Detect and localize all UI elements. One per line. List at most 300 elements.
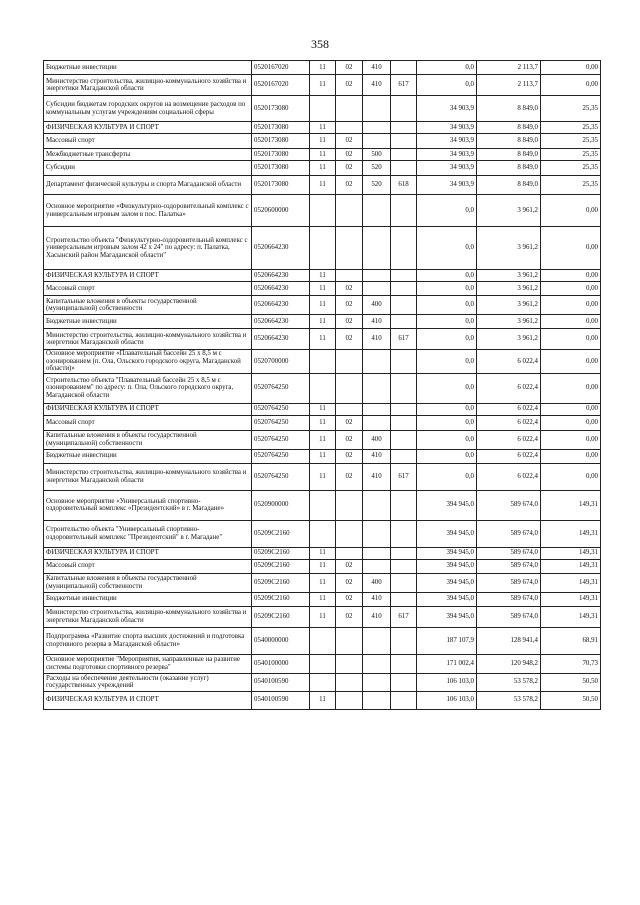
cell-subsection bbox=[336, 627, 363, 654]
cell-expense-type: 410 bbox=[363, 449, 391, 463]
cell-admin-code bbox=[391, 547, 417, 559]
table-row bbox=[44, 627, 601, 654]
cell-section: 11 bbox=[310, 61, 336, 75]
cell-executed: 8 849,0 bbox=[477, 122, 541, 134]
cell-name: Субсидии бюджетам городских округов на возмещение расходов по коммунальным услугам учреждениям социальной сферы bbox=[44, 96, 252, 122]
cell-expense-type bbox=[363, 654, 391, 673]
cell-percent: 0,00 bbox=[541, 296, 601, 315]
cell-target-code: 05209С2160 bbox=[252, 606, 310, 627]
cell-section: 11 bbox=[310, 315, 336, 329]
cell-section: 11 bbox=[310, 592, 336, 606]
cell-executed: 6 022,4 bbox=[477, 430, 541, 449]
cell-subsection: 02 bbox=[336, 134, 363, 149]
cell-target-code: 05209С2160 bbox=[252, 573, 310, 592]
cell-subsection bbox=[336, 654, 363, 673]
cell-admin-code bbox=[391, 296, 417, 315]
cell-planned: 34 903,9 bbox=[417, 161, 477, 176]
cell-target-code: 0520764250 bbox=[252, 463, 310, 490]
cell-expense-type: 410 bbox=[363, 75, 391, 96]
cell-planned: 0,0 bbox=[417, 373, 477, 403]
cell-expense-type bbox=[363, 96, 391, 122]
cell-subsection: 02 bbox=[336, 296, 363, 315]
cell-name: Строительство объекта "Плавательный бассейн 25 х 8,5 м с озонированием" по адресу: п. Ола, Ольского городского округа, Магаданской области bbox=[44, 373, 252, 403]
cell-section bbox=[310, 627, 336, 654]
cell-admin-code bbox=[391, 520, 417, 547]
cell-admin-code bbox=[391, 315, 417, 329]
budget-table bbox=[43, 60, 601, 710]
cell-admin-code: 617 bbox=[391, 329, 417, 350]
cell-admin-code: 617 bbox=[391, 75, 417, 96]
cell-admin-code bbox=[391, 449, 417, 463]
cell-subsection: 02 bbox=[336, 315, 363, 329]
cell-percent: 0,00 bbox=[541, 75, 601, 96]
cell-percent: 149,31 bbox=[541, 559, 601, 573]
cell-name: Основное мероприятие «Универсальный спортивно-оздоровительный комплекс «Президентский» в г. Магадане» bbox=[44, 490, 252, 520]
cell-target-code: 0520173080 bbox=[252, 122, 310, 134]
cell-percent: 149,31 bbox=[541, 606, 601, 627]
table-row bbox=[44, 490, 601, 520]
cell-planned: 0,0 bbox=[417, 463, 477, 490]
cell-percent: 0,00 bbox=[541, 350, 601, 374]
cell-percent: 149,31 bbox=[541, 592, 601, 606]
cell-subsection bbox=[336, 122, 363, 134]
cell-percent: 0,00 bbox=[541, 449, 601, 463]
cell-name: Строительство объекта "Универсальный спортивно-оздоровительный комплекс "Президентский" в г. Магадане" bbox=[44, 520, 252, 547]
cell-subsection: 02 bbox=[336, 559, 363, 573]
cell-subsection bbox=[336, 350, 363, 374]
table-row bbox=[44, 195, 601, 227]
cell-admin-code bbox=[391, 673, 417, 691]
cell-percent: 0,00 bbox=[541, 195, 601, 227]
table-row bbox=[44, 430, 601, 449]
table-row bbox=[44, 415, 601, 430]
cell-name: Строительство объекта "Физкультурно-оздоровительный комплекс с универсальным игровым залом 42 х 24" по адресу: п. Палатка, Хасынский район Магаданской области" bbox=[44, 227, 252, 270]
cell-expense-type: 410 bbox=[363, 329, 391, 350]
cell-executed: 3 961,2 bbox=[477, 195, 541, 227]
cell-name: Подпрограмма «Развитие спорта высших достижений и подготовка спортивного резерва в Магаданской области» bbox=[44, 627, 252, 654]
cell-name: ФИЗИЧЕСКАЯ КУЛЬТУРА И СПОРТ bbox=[44, 547, 252, 559]
cell-target-code: 0520700000 bbox=[252, 350, 310, 374]
cell-target-code: 0540100590 bbox=[252, 691, 310, 709]
cell-section: 11 bbox=[310, 75, 336, 96]
cell-target-code: 05209С2160 bbox=[252, 592, 310, 606]
cell-executed: 589 674,0 bbox=[477, 559, 541, 573]
cell-executed: 53 578,2 bbox=[477, 691, 541, 709]
cell-percent: 149,31 bbox=[541, 547, 601, 559]
cell-section: 11 bbox=[310, 122, 336, 134]
cell-expense-type: 410 bbox=[363, 606, 391, 627]
cell-admin-code bbox=[391, 573, 417, 592]
table-row bbox=[44, 606, 601, 627]
cell-section: 11 bbox=[310, 606, 336, 627]
cell-percent: 149,31 bbox=[541, 490, 601, 520]
cell-subsection: 02 bbox=[336, 329, 363, 350]
cell-percent: 0,00 bbox=[541, 329, 601, 350]
cell-subsection: 02 bbox=[336, 75, 363, 96]
cell-executed: 6 022,4 bbox=[477, 350, 541, 374]
cell-executed: 589 674,0 bbox=[477, 547, 541, 559]
table-row bbox=[44, 270, 601, 282]
cell-target-code: 0520764250 bbox=[252, 373, 310, 403]
table-row bbox=[44, 520, 601, 547]
cell-admin-code bbox=[391, 61, 417, 75]
cell-executed: 6 022,4 bbox=[477, 449, 541, 463]
cell-executed: 120 948,2 bbox=[477, 654, 541, 673]
cell-section: 11 bbox=[310, 463, 336, 490]
cell-section: 11 bbox=[310, 430, 336, 449]
cell-subsection bbox=[336, 403, 363, 415]
cell-percent: 0,00 bbox=[541, 415, 601, 430]
cell-executed: 3 961,2 bbox=[477, 270, 541, 282]
cell-admin-code bbox=[391, 350, 417, 374]
cell-name: ФИЗИЧЕСКАЯ КУЛЬТУРА И СПОРТ bbox=[44, 270, 252, 282]
cell-name: Бюджетные инвестиции bbox=[44, 592, 252, 606]
cell-executed: 8 849,0 bbox=[477, 176, 541, 195]
cell-planned: 394 945,0 bbox=[417, 573, 477, 592]
cell-executed: 6 022,4 bbox=[477, 415, 541, 430]
cell-percent: 50,50 bbox=[541, 673, 601, 691]
cell-name: Министерство строительства, жилищно-коммунального хозяйства и энергетики Магаданской области bbox=[44, 463, 252, 490]
cell-target-code: 0520167020 bbox=[252, 61, 310, 75]
cell-section bbox=[310, 673, 336, 691]
cell-section: 11 bbox=[310, 282, 336, 296]
cell-name: Бюджетные инвестиции bbox=[44, 449, 252, 463]
cell-percent: 0,00 bbox=[541, 373, 601, 403]
cell-executed: 589 674,0 bbox=[477, 573, 541, 592]
cell-target-code: 0520664230 bbox=[252, 296, 310, 315]
cell-percent: 25,35 bbox=[541, 96, 601, 122]
cell-percent: 25,35 bbox=[541, 176, 601, 195]
cell-admin-code bbox=[391, 149, 417, 161]
cell-admin-code bbox=[391, 96, 417, 122]
cell-section: 11 bbox=[310, 559, 336, 573]
cell-target-code: 0520764250 bbox=[252, 403, 310, 415]
cell-subsection: 02 bbox=[336, 176, 363, 195]
cell-section bbox=[310, 654, 336, 673]
cell-expense-type bbox=[363, 282, 391, 296]
cell-subsection bbox=[336, 691, 363, 709]
page-number: 358 bbox=[311, 37, 329, 51]
cell-target-code: 0540100590 bbox=[252, 673, 310, 691]
cell-planned: 394 945,0 bbox=[417, 606, 477, 627]
cell-subsection bbox=[336, 227, 363, 270]
cell-name: Капитальные вложения в объекты государственной (муниципальной) собственности bbox=[44, 573, 252, 592]
cell-target-code: 0520664230 bbox=[252, 329, 310, 350]
cell-expense-type bbox=[363, 403, 391, 415]
cell-name: Массовый спорт bbox=[44, 134, 252, 149]
cell-admin-code bbox=[391, 627, 417, 654]
cell-section bbox=[310, 520, 336, 547]
cell-target-code: 0520664230 bbox=[252, 270, 310, 282]
cell-planned: 34 903,9 bbox=[417, 134, 477, 149]
cell-target-code: 0540100000 bbox=[252, 654, 310, 673]
cell-percent: 0,00 bbox=[541, 270, 601, 282]
cell-name: ФИЗИЧЕСКАЯ КУЛЬТУРА И СПОРТ bbox=[44, 691, 252, 709]
cell-admin-code bbox=[391, 161, 417, 176]
cell-planned: 0,0 bbox=[417, 415, 477, 430]
cell-expense-type bbox=[363, 134, 391, 149]
cell-executed: 8 849,0 bbox=[477, 149, 541, 161]
cell-expense-type: 410 bbox=[363, 61, 391, 75]
cell-section: 11 bbox=[310, 270, 336, 282]
cell-target-code: 05209С2160 bbox=[252, 547, 310, 559]
cell-executed: 589 674,0 bbox=[477, 606, 541, 627]
table-row bbox=[44, 176, 601, 195]
cell-planned: 0,0 bbox=[417, 350, 477, 374]
cell-name: Межбюджетные трансферты bbox=[44, 149, 252, 161]
cell-section: 11 bbox=[310, 403, 336, 415]
cell-admin-code bbox=[391, 270, 417, 282]
cell-percent: 25,35 bbox=[541, 161, 601, 176]
cell-section: 11 bbox=[310, 691, 336, 709]
table-row bbox=[44, 75, 601, 96]
cell-subsection bbox=[336, 270, 363, 282]
cell-percent: 25,35 bbox=[541, 134, 601, 149]
cell-name: Массовый спорт bbox=[44, 415, 252, 430]
cell-section bbox=[310, 490, 336, 520]
cell-planned: 0,0 bbox=[417, 270, 477, 282]
cell-planned: 106 103,0 bbox=[417, 673, 477, 691]
cell-executed: 8 849,0 bbox=[477, 161, 541, 176]
cell-executed: 3 961,2 bbox=[477, 282, 541, 296]
cell-admin-code bbox=[391, 654, 417, 673]
cell-percent: 0,00 bbox=[541, 403, 601, 415]
table-row bbox=[44, 673, 601, 691]
cell-percent: 0,00 bbox=[541, 61, 601, 75]
cell-expense-type: 410 bbox=[363, 463, 391, 490]
cell-subsection: 02 bbox=[336, 449, 363, 463]
cell-name: Министерство строительства, жилищно-коммунального хозяйства и энергетики Магаданской области bbox=[44, 329, 252, 350]
cell-expense-type bbox=[363, 415, 391, 430]
cell-section bbox=[310, 195, 336, 227]
cell-admin-code bbox=[391, 134, 417, 149]
cell-admin-code bbox=[391, 227, 417, 270]
table-body bbox=[44, 61, 601, 710]
cell-planned: 34 903,9 bbox=[417, 96, 477, 122]
cell-executed: 6 022,4 bbox=[477, 403, 541, 415]
cell-expense-type bbox=[363, 227, 391, 270]
cell-admin-code bbox=[391, 195, 417, 227]
cell-target-code: 0520173080 bbox=[252, 149, 310, 161]
cell-admin-code bbox=[391, 691, 417, 709]
table-row bbox=[44, 654, 601, 673]
cell-target-code: 0520664230 bbox=[252, 315, 310, 329]
cell-executed: 589 674,0 bbox=[477, 520, 541, 547]
cell-section: 11 bbox=[310, 134, 336, 149]
cell-admin-code: 618 bbox=[391, 176, 417, 195]
cell-name: ФИЗИЧЕСКАЯ КУЛЬТУРА И СПОРТ bbox=[44, 122, 252, 134]
cell-admin-code bbox=[391, 403, 417, 415]
cell-planned: 0,0 bbox=[417, 282, 477, 296]
table-row bbox=[44, 161, 601, 176]
table-row bbox=[44, 559, 601, 573]
cell-admin-code bbox=[391, 490, 417, 520]
cell-subsection bbox=[336, 490, 363, 520]
cell-subsection bbox=[336, 373, 363, 403]
cell-percent: 70,73 bbox=[541, 654, 601, 673]
cell-admin-code bbox=[391, 122, 417, 134]
cell-executed: 8 849,0 bbox=[477, 96, 541, 122]
cell-expense-type bbox=[363, 547, 391, 559]
cell-admin-code bbox=[391, 592, 417, 606]
cell-planned: 171 002,4 bbox=[417, 654, 477, 673]
cell-subsection bbox=[336, 547, 363, 559]
cell-executed: 6 022,4 bbox=[477, 463, 541, 490]
cell-name: Министерство строительства, жилищно-коммунального хозяйства и энергетики Магаданской области bbox=[44, 606, 252, 627]
cell-target-code: 0520173080 bbox=[252, 176, 310, 195]
cell-admin-code bbox=[391, 559, 417, 573]
cell-target-code: 0520664230 bbox=[252, 282, 310, 296]
cell-subsection bbox=[336, 673, 363, 691]
cell-executed: 3 961,2 bbox=[477, 227, 541, 270]
cell-subsection: 02 bbox=[336, 415, 363, 430]
cell-section bbox=[310, 350, 336, 374]
cell-target-code: 0520173080 bbox=[252, 134, 310, 149]
cell-executed: 3 961,2 bbox=[477, 329, 541, 350]
table-row bbox=[44, 547, 601, 559]
cell-name: Массовый спорт bbox=[44, 282, 252, 296]
table-row bbox=[44, 463, 601, 490]
cell-target-code: 0520173080 bbox=[252, 96, 310, 122]
cell-subsection bbox=[336, 520, 363, 547]
cell-name: Основное мероприятие «Физкультурно-оздоровительный комплекс с универсальным игровым залом в пос. Палатка» bbox=[44, 195, 252, 227]
cell-target-code: 0520664230 bbox=[252, 227, 310, 270]
cell-percent: 149,31 bbox=[541, 520, 601, 547]
cell-section: 11 bbox=[310, 449, 336, 463]
cell-expense-type: 500 bbox=[363, 149, 391, 161]
cell-expense-type bbox=[363, 350, 391, 374]
table-row bbox=[44, 449, 601, 463]
cell-subsection: 02 bbox=[336, 149, 363, 161]
cell-section: 11 bbox=[310, 149, 336, 161]
cell-executed: 128 941,4 bbox=[477, 627, 541, 654]
cell-target-code: 0520600000 bbox=[252, 195, 310, 227]
cell-percent: 0,00 bbox=[541, 430, 601, 449]
cell-planned: 0,0 bbox=[417, 296, 477, 315]
cell-expense-type bbox=[363, 195, 391, 227]
cell-section: 11 bbox=[310, 176, 336, 195]
cell-subsection: 02 bbox=[336, 463, 363, 490]
cell-target-code: 05209С2160 bbox=[252, 559, 310, 573]
cell-expense-type: 400 bbox=[363, 296, 391, 315]
cell-expense-type bbox=[363, 122, 391, 134]
cell-planned: 106 103,0 bbox=[417, 691, 477, 709]
cell-admin-code: 617 bbox=[391, 463, 417, 490]
cell-name: ФИЗИЧЕСКАЯ КУЛЬТУРА И СПОРТ bbox=[44, 403, 252, 415]
cell-name: Массовый спорт bbox=[44, 559, 252, 573]
cell-planned: 0,0 bbox=[417, 61, 477, 75]
cell-expense-type bbox=[363, 673, 391, 691]
cell-subsection: 02 bbox=[336, 573, 363, 592]
cell-admin-code bbox=[391, 282, 417, 296]
cell-percent: 0,00 bbox=[541, 227, 601, 270]
cell-expense-type: 520 bbox=[363, 161, 391, 176]
cell-expense-type bbox=[363, 627, 391, 654]
cell-expense-type: 400 bbox=[363, 573, 391, 592]
cell-executed: 589 674,0 bbox=[477, 592, 541, 606]
cell-name: Капитальные вложения в объекты государственной (муниципальной) собственности bbox=[44, 296, 252, 315]
cell-executed: 3 961,2 bbox=[477, 315, 541, 329]
table-row bbox=[44, 296, 601, 315]
cell-subsection: 02 bbox=[336, 282, 363, 296]
cell-section: 11 bbox=[310, 329, 336, 350]
cell-name: Капитальные вложения в объекты государственной (муниципальной) собственности bbox=[44, 430, 252, 449]
cell-percent: 25,35 bbox=[541, 149, 601, 161]
cell-name: Департамент физической культуры и спорта Магаданской области bbox=[44, 176, 252, 195]
table-row bbox=[44, 149, 601, 161]
cell-admin-code bbox=[391, 373, 417, 403]
cell-target-code: 0520173080 bbox=[252, 161, 310, 176]
cell-admin-code: 617 bbox=[391, 606, 417, 627]
cell-section bbox=[310, 373, 336, 403]
cell-percent: 68,91 bbox=[541, 627, 601, 654]
cell-name: Расходы на обеспечение деятельности (оказание услуг) государственных учреждений bbox=[44, 673, 252, 691]
table-row bbox=[44, 403, 601, 415]
cell-target-code: 0540000000 bbox=[252, 627, 310, 654]
cell-section: 11 bbox=[310, 573, 336, 592]
table-row bbox=[44, 96, 601, 122]
table-row bbox=[44, 134, 601, 149]
cell-name: Основное мероприятие «Плавательный бассейн 25 х 8,5 м с озонированием (п. Ола, Ольского городского округа, Магаданской области)» bbox=[44, 350, 252, 374]
cell-percent: 0,00 bbox=[541, 282, 601, 296]
cell-planned: 34 903,9 bbox=[417, 149, 477, 161]
table-row bbox=[44, 373, 601, 403]
cell-subsection: 02 bbox=[336, 592, 363, 606]
cell-target-code: 0520764250 bbox=[252, 415, 310, 430]
cell-planned: 34 903,9 bbox=[417, 122, 477, 134]
cell-planned: 0,0 bbox=[417, 227, 477, 270]
cell-planned: 0,0 bbox=[417, 430, 477, 449]
cell-planned: 187 107,9 bbox=[417, 627, 477, 654]
cell-name: Основное мероприятие "Мероприятия, направленные на развитие системы подготовки спортивного резерва" bbox=[44, 654, 252, 673]
cell-expense-type: 410 bbox=[363, 592, 391, 606]
cell-name: Бюджетные инвестиции bbox=[44, 61, 252, 75]
cell-planned: 0,0 bbox=[417, 329, 477, 350]
cell-planned: 0,0 bbox=[417, 449, 477, 463]
cell-executed: 8 849,0 bbox=[477, 134, 541, 149]
cell-target-code: 0520900000 bbox=[252, 490, 310, 520]
cell-admin-code bbox=[391, 415, 417, 430]
cell-section: 11 bbox=[310, 161, 336, 176]
cell-subsection bbox=[336, 96, 363, 122]
cell-expense-type bbox=[363, 270, 391, 282]
cell-expense-type: 520 bbox=[363, 176, 391, 195]
cell-section: 11 bbox=[310, 547, 336, 559]
cell-subsection: 02 bbox=[336, 606, 363, 627]
cell-section bbox=[310, 96, 336, 122]
table-row bbox=[44, 592, 601, 606]
cell-expense-type bbox=[363, 373, 391, 403]
cell-percent: 149,31 bbox=[541, 573, 601, 592]
cell-section: 11 bbox=[310, 415, 336, 430]
table-row bbox=[44, 329, 601, 350]
table-row bbox=[44, 282, 601, 296]
cell-planned: 0,0 bbox=[417, 315, 477, 329]
cell-expense-type bbox=[363, 691, 391, 709]
cell-executed: 589 674,0 bbox=[477, 490, 541, 520]
cell-planned: 394 945,0 bbox=[417, 592, 477, 606]
cell-subsection bbox=[336, 195, 363, 227]
cell-planned: 394 945,0 bbox=[417, 520, 477, 547]
cell-name: Субсидии bbox=[44, 161, 252, 176]
cell-planned: 0,0 bbox=[417, 403, 477, 415]
cell-planned: 0,0 bbox=[417, 75, 477, 96]
table-row bbox=[44, 227, 601, 270]
table-row bbox=[44, 350, 601, 374]
cell-name: Бюджетные инвестиции bbox=[44, 315, 252, 329]
cell-executed: 3 961,2 bbox=[477, 296, 541, 315]
cell-planned: 34 903,9 bbox=[417, 176, 477, 195]
